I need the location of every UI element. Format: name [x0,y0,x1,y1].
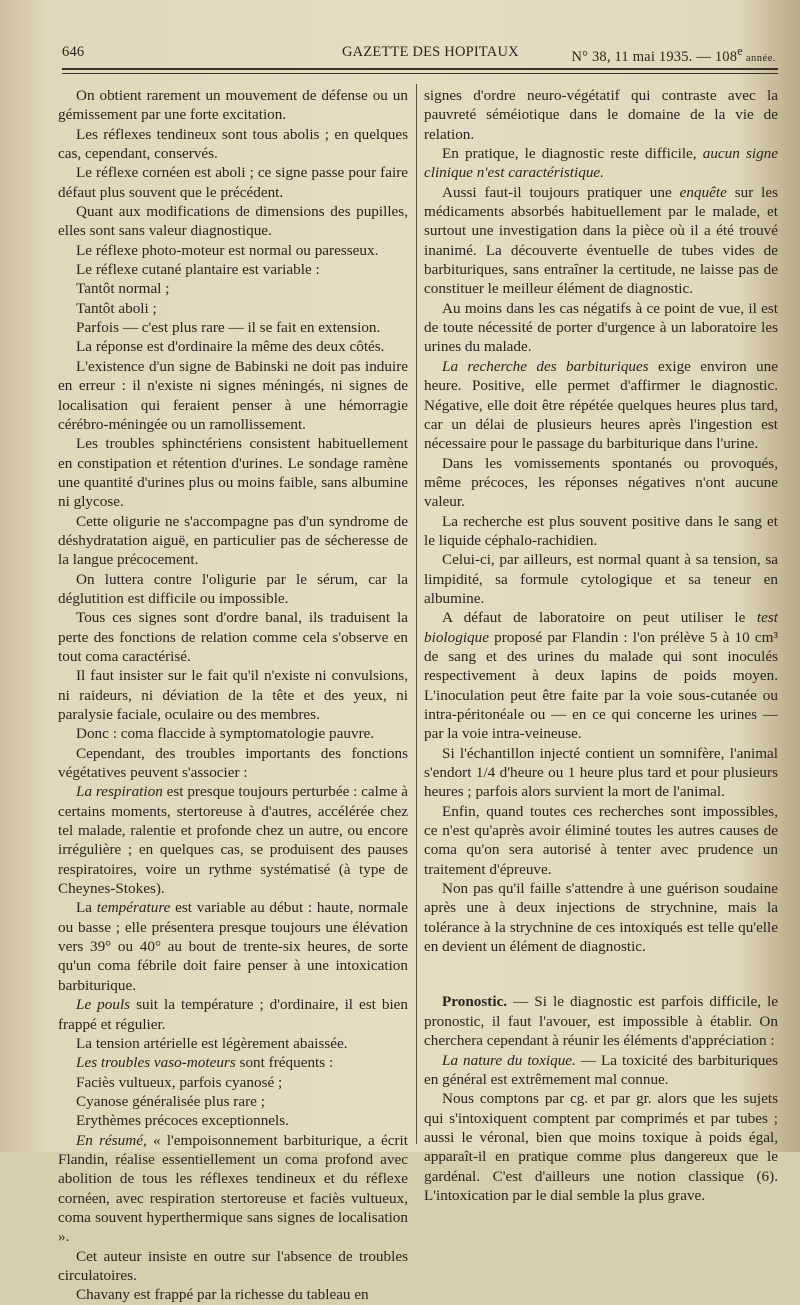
paragraph: Tantôt normal ; [76,280,170,298]
paragraph: Les troubles vaso-moteurs sont fréquents : [76,1054,334,1072]
paragraph: Le réflexe photo-moteur est normal ou paresseux. [76,241,379,259]
left-column [58,86,408,1305]
paragraph: Le réflexe cornéen est aboli ; ce signe passe pour faire défaut plus souvent que le précédent. [58,164,408,201]
paragraph: Aussi faut-il toujours pratiquer une enquête sur les médicaments absorbés habituellement par le malade, et surtout une investigation dans la pièce où il a été trouvé inanimé. La découverte éventuelle de tubes vides de barbituriques, sans entraîner la certitude, ne laisse pas de constituer le meilleur élément de diagnostic. [424,183,778,298]
paragraph: A défaut de laboratoire on peut utiliser le test biologique proposé par Flandin : l'on prélève 5 à 10 cm³ de sang et des urines du malade qui sont inoculés respectivement à deux lapins de poids moyen. L'inoculation peut être faite par la voie sous-cutanée ou intra-péritonéale ou — en ce qui concerne les urines — par la voie intra-veineuse. [424,609,778,743]
paragraph: Dans les vomissements spontanés ou provoqués, même précoces, les réponses négatives n'ont aucune valeur. [424,454,778,511]
paragraph: Quant aux modifications de dimensions des pupilles, elles sont sans valeur diagnostique. [58,203,408,240]
paragraph: Le réflexe cutané plantaire est variable : [76,261,320,279]
paragraph: Tous ces signes sont d'ordre banal, ils traduisent la perte des fonctions de relation comme cela s'observe en tout coma caractérisé. [58,609,408,665]
paragraph: Cet auteur insiste en outre sur l'absence de troubles circulatoires. [58,1247,408,1284]
paragraph: Erythèmes précoces exceptionnels. [76,1112,289,1130]
paragraph: Au moins dans les cas négatifs à ce point de vue, il est de toute nécessité de porter d'urgence à un laboratoire les urines du malade. [424,299,778,356]
paragraph: La recherche est plus souvent positive dans le sang et le liquide céphalo-rachidien. [424,512,778,549]
paragraph: Nous comptons par cg. et par gr. alors que les sujets qui s'intoxiquent comptent par comprimés et par tubes ; aussi le véronal, bien que moins toxique à poids égal, apparaît-il en pratique comme plus dangereux que le gardénal. C'est d'ailleurs une notion classique (6). L'intoxication par le dial semble la plus grave. [424,1090,778,1204]
paragraph: Les réflexes tendineux sont tous abolis ; en quelques cas, cependant, conservés. [58,125,408,163]
paragraph-pronostic: Pronostic. — Si le diagnostic est parfois difficile, le pronostic, il faut l'avouer, est impossible à établir. On cherchera cependant à réunir les éléments d'appréciation : [424,993,778,1050]
paragraph: La recherche des barbituriques exige environ une heure. Positive, elle permet d'affirmer le diagnostic. Négative, elle doit être répétée quelques heures plus tard, car un délai de plusieurs heures après l'ingestion est nécessaire pour le passage du barbiturique dans l'urine. [424,357,778,453]
paragraph: Cyanose généralisée plus rare ; [76,1092,265,1110]
paragraph: Le pouls suit la température ; d'ordinaire, il est bien frappé et régulier. [58,996,408,1033]
paragraph: Chavany est frappé par la richesse du tableau en [76,1286,369,1304]
paragraph: Cette oligurie ne s'accompagne pas d'un syndrome de déshydratation aiguë, en particulier pas de sécheresse de la langue précocement. [58,512,408,569]
right-column [424,86,778,1205]
issue-info: N° 38, 11 mai 1935. — 108e année. [571,44,776,65]
paragraph: La tension artérielle est légèrement abaissée. [76,1034,348,1052]
journal-title: GAZETTE DES HOPITAUX [342,44,519,60]
paragraph: signes d'ordre neuro-végétatif qui contraste avec la pauvreté séméiotique dans le domaine de la vie de relation. [424,87,778,143]
header-rule-thin [62,73,778,74]
paragraph: Parfois — c'est plus rare — il se fait en extension. [76,319,381,337]
paragraph: Cependant, des troubles importants des fonctions végétatives peuvent s'associer : [58,744,408,782]
paragraph: En résumé, « l'empoisonnement barbiturique, a écrit Flandin, réalise essentiellement un coma profond avec abolition de tous les réflexes tendineux et du réflexe cornéen, avec respiration stertoreuse et faciès vultueux, coma souvent hyperthermique sans signes de localisation ». [58,1131,408,1246]
paragraph: Celui-ci, par ailleurs, est normal quant à sa tension, sa limpidité, sa formule cytologique et sa teneur en albumine. [424,551,778,607]
column-divider [416,84,417,1144]
header-rule [62,68,778,70]
paragraph: La nature du toxique. — La toxicité des barbituriques en général est extrêmement mal connue. [424,1051,778,1088]
paragraph: On obtient rarement un mouvement de défense ou un gémissement par une forte excitation. [58,87,408,124]
paragraph: La réponse est d'ordinaire la même des deux côtés. [76,338,385,356]
paragraph: La température est variable au début : haute, normale ou basse ; elle présentera presque toujours une élévation vers 39° ou 40° au bout de trente-six heures, de sorte qu'un coma fébrile doit faire penser à une intoxication barbiturique. [58,899,408,994]
paragraph: Tantôt aboli ; [76,299,157,317]
page-number: 646 [62,44,85,60]
paragraph: L'existence d'un signe de Babinski ne doit pas induire en erreur : il n'existe ni signes méningés, ni signes de localisation qui feraient penser à une hémorragie cérébro-méningée ou un ramollissement. [58,357,408,433]
paragraph: Enfin, quand toutes ces recherches sont impossibles, ce n'est qu'après avoir éliminé toutes les autres causes de coma qu'on sera autorisé à tenter avec prudence un traitement d'épreuve. [424,802,778,878]
paragraph: Il faut insister sur le fait qu'il n'existe ni convulsions, ni raideurs, ni déviation de la tête et des yeux, ni paralysie faciale, oculaire ou des membres. [58,667,408,723]
paragraph: Faciès vultueux, parfois cyanosé ; [76,1073,283,1091]
paragraph: En pratique, le diagnostic reste difficile, aucun signe clinique n'est caractéristique. [424,145,778,182]
paragraph: Donc : coma flaccide à symptomatologie pauvre. [76,725,375,743]
paragraph: Les troubles sphinctériens consistent habituellement en constipation et rétention d'urines. Le sondage ramène une quantité d'urines plus ou moins faible, sans albumine ni glycose. [58,435,408,511]
paragraph: On luttera contre l'oligurie par le sérum, car la déglutition est difficile ou impossible. [58,570,408,607]
paragraph: Non pas qu'il faille s'attendre à une guérison soudaine après une à deux injections de strychnine, mais la tolérance à la strychnine de ces intoxiqués est telle qu'elle en devient un élément de diagnostic. [424,880,778,956]
page-header [62,44,776,64]
paragraph: Si l'échantillon injecté contient un somnifère, l'animal s'endort 1/4 d'heure ou 1 heure plus tard et pour plusieurs heures ; parfois alors survient la mort de l'animal. [424,744,778,801]
paragraph: La respiration est presque toujours perturbée : calme à certains moments, stertoreuse à d'autres, accélérée chez tel malade, ralentie et profonde chez un autre, ou encore irrégulière ; en quelques cas, se produisent des pauses respiratoires, voire un rythme systématisé (à type de Cheynes-Stokes). [58,783,408,898]
